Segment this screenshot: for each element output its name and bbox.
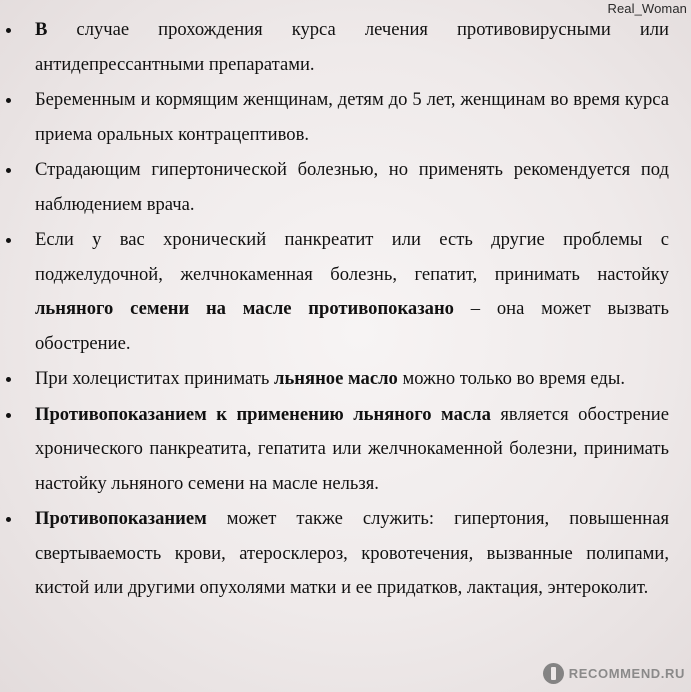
list-item bbox=[0, 83, 691, 152]
site-watermark bbox=[543, 663, 685, 684]
list-item-text: Если у вас хронический панкреатит или есть другие проблемы с поджелудочной, желчнокаменная болезнь, гепатит, принимать настойку льняного семени на масле противопоказано – она может вызвать обострение. bbox=[35, 229, 669, 354]
list-item-text: Противопоказанием к применению льняного масла является обострение хронического панкреатита, гепатита или желчнокаменной болезни, принимать настойку льняного семени на масле нельзя. bbox=[35, 403, 670, 494]
bullet-icon bbox=[6, 28, 11, 33]
list-item-text: При холециститах принимать льняное масло можно только во время еды. bbox=[35, 368, 626, 389]
list-item bbox=[0, 223, 691, 361]
list-item-text: Противопоказанием может также служить: гипертония, повышенная свертываемость крови, атеросклероз, кровотечения, вызванные полипами, кистой или другими опухолями матки и ее придатков, лактация, энтероколит. bbox=[35, 508, 669, 598]
list-item bbox=[0, 362, 691, 397]
bullet-icon bbox=[6, 517, 11, 522]
bullet-icon bbox=[6, 168, 11, 173]
list-item bbox=[0, 398, 691, 502]
list-item bbox=[0, 153, 691, 222]
username-watermark: Real_Woman bbox=[607, 1, 687, 16]
list-item-text: В случае прохождения курса лечения противовирусными или антидепрессантными препаратами. bbox=[35, 19, 669, 75]
list-item-text: Беременным и кормящим женщинам, детям до 5 лет, женщинам во время курса приема оральных контрацептивов. bbox=[35, 89, 669, 145]
site-watermark-text: RECOMMEND.RU bbox=[568, 666, 685, 681]
contraindications-list bbox=[0, 13, 691, 606]
bullet-icon bbox=[6, 98, 11, 103]
bullet-icon bbox=[6, 413, 11, 418]
list-item-text: Страдающим гипертонической болезнью, но применять рекомендуется под наблюдением врача. bbox=[35, 159, 669, 215]
list-item bbox=[0, 502, 691, 606]
bullet-icon bbox=[6, 377, 11, 382]
recommend-logo-icon bbox=[543, 663, 564, 684]
bullet-icon bbox=[6, 238, 11, 243]
list-item bbox=[0, 13, 691, 82]
